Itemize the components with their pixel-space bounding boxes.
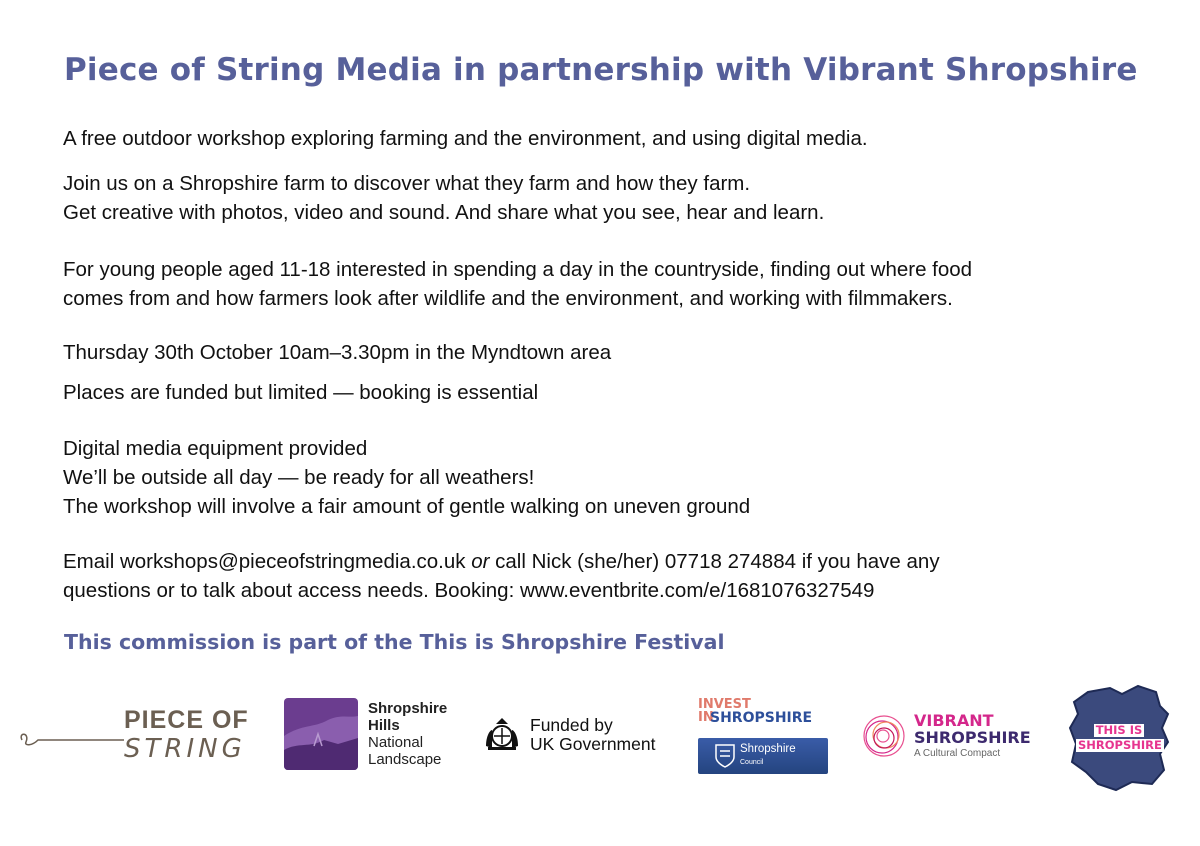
- note-weather: We’ll be outside all day — be ready for all weathers!: [63, 466, 535, 489]
- string-line-icon: [18, 728, 128, 752]
- audience-line-2: comes from and how farmers look after wildlife and the environment, and working with filmmakers.: [63, 287, 953, 310]
- shropshire-hills-line2: Hills: [368, 717, 400, 734]
- join-line-1: Join us on a Shropshire farm to discover what they farm and how they farm.: [63, 172, 751, 195]
- contact-line-2: questions or to talk about access needs. Booking: www.eventbrite.com/e/1681076327549: [63, 579, 875, 602]
- funded-line2: UK Government: [530, 734, 656, 754]
- contact-or: or: [471, 550, 490, 573]
- royal-crest-icon: [482, 716, 522, 752]
- council-name: Shropshire: [740, 743, 796, 755]
- invest-top-word: INVEST: [698, 697, 751, 712]
- shropshire-hills-line1: Shropshire: [368, 700, 448, 717]
- join-line-2: Get creative with photos, video and sound. And share what you see, hear and learn.: [63, 201, 825, 224]
- invest-in-word: IN: [698, 710, 714, 725]
- council-sub: Council: [740, 759, 764, 766]
- date-text: Thursday 30th October 10am–3.30pm in the Myndtown area: [63, 341, 612, 364]
- shropshire-hills-icon: [284, 698, 358, 770]
- funded-line1: Funded by: [530, 715, 613, 735]
- piece-of-string-line2: STRING: [124, 734, 246, 764]
- commission-text: This commission is part of the This is Shropshire Festival: [64, 630, 725, 654]
- contact-phone: call Nick (she/her) 07718 274884 if you have any: [489, 550, 940, 573]
- vibrant-line1: VIBRANT: [914, 711, 994, 730]
- note-equipment: Digital media equipment provided: [63, 437, 368, 460]
- council-shield-icon: [714, 743, 736, 769]
- this-is-line1: THIS IS: [1095, 723, 1143, 737]
- intro-text: A free outdoor workshop exploring farming and the environment, and using digital media.: [63, 127, 868, 150]
- notes-paragraph: [63, 434, 750, 521]
- places-text: Places are funded but limited — booking is essential: [63, 381, 539, 404]
- shropshire-hills-line4: Landscape: [368, 751, 442, 768]
- contact-line-1: [63, 547, 940, 576]
- audience-line-1: For young people aged 11-18 interested in spending a day in the countryside, finding out where food: [63, 258, 973, 281]
- page-title: Piece of String Media in partnership with Vibrant Shropshire: [64, 52, 1138, 88]
- vibrant-scribble-icon: [860, 712, 908, 760]
- this-is-line2: SHROPSHIRE: [1078, 738, 1162, 752]
- contact-email: Email workshops@pieceofstringmedia.co.uk: [63, 550, 472, 573]
- note-walking: The workshop will involve a fair amount of gentle walking on uneven ground: [63, 495, 751, 518]
- audience-paragraph: [63, 255, 972, 313]
- contact-paragraph: [63, 547, 940, 605]
- vibrant-sub: A Cultural Compact: [914, 748, 1001, 759]
- invest-shropshire-word: SHROPSHIRE: [710, 710, 813, 726]
- vibrant-line2: SHROPSHIRE: [914, 728, 1031, 747]
- join-paragraph: [63, 169, 824, 227]
- piece-of-string-line1: PIECE OF: [124, 706, 249, 734]
- shropshire-hills-line3: National: [368, 734, 424, 751]
